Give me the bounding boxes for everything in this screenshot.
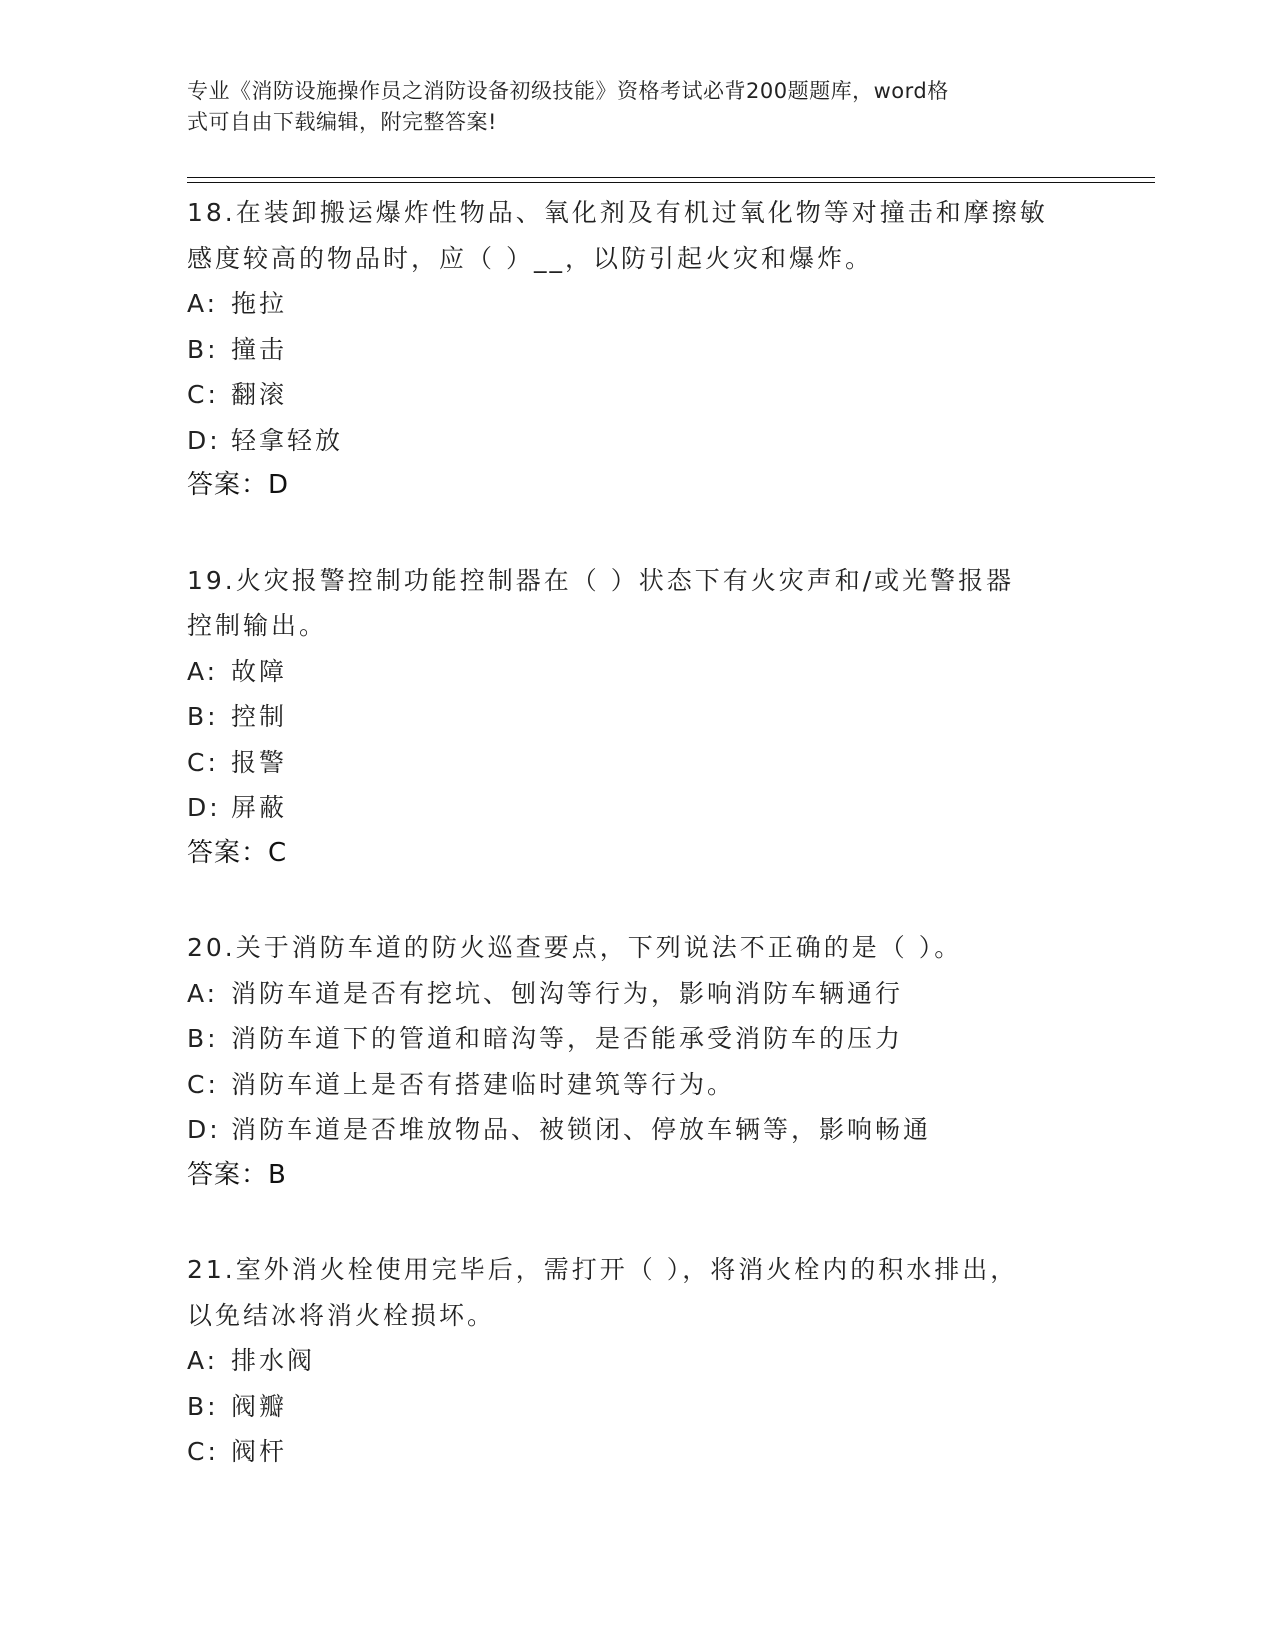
option-key: C: [187, 747, 219, 777]
option-b [187, 694, 1087, 740]
option-text: 消防车道是否堆放物品、被锁闭、停放车辆等，影响畅通 [231, 1115, 932, 1144]
option-text: 阀瓣 [231, 1391, 288, 1421]
option-text: 轻拿轻放 [231, 425, 344, 455]
option-key: A: [187, 1346, 219, 1375]
option-c [187, 1062, 1087, 1108]
option-a [187, 281, 1087, 327]
question-stem-line: 19.火灾报警控制功能控制器在（ ）状态下有火灾声和/或光警报器 [187, 565, 1015, 595]
option-key: A: [187, 656, 219, 686]
option-text: 排水阀 [231, 1346, 316, 1375]
option-b [187, 327, 1087, 373]
option-key: B: [187, 702, 219, 731]
option-text: 翻滚 [231, 380, 288, 409]
option-text: 控制 [231, 702, 288, 731]
option-key: A: [187, 289, 219, 318]
option-text: 阀杆 [231, 1437, 288, 1466]
option-key: A: [187, 978, 219, 1008]
option-key: D: [187, 793, 221, 822]
option-c [187, 1429, 1087, 1475]
option-key: D: [187, 425, 221, 455]
option-text: 报警 [231, 747, 288, 777]
question-stem-line: 21.室外消火栓使用完毕后，需打开（ ），将消火栓内的积水排出， [187, 1255, 1019, 1284]
header-line-2: 式可自由下载编辑，附完整答案! [187, 110, 497, 134]
header-rule-top [187, 177, 1155, 178]
header-line-1: 专业《消防设施操作员之消防设备初级技能》资格考试必背200题题库，word格 [187, 79, 949, 103]
question-stem-line: 18.在装卸搬运爆炸性物品、氧化剂及有机过氧化物等对撞击和摩擦敏 [187, 198, 1048, 227]
option-text: 故障 [231, 656, 288, 686]
option-key: C: [187, 1437, 219, 1466]
option-text: 撞击 [231, 334, 288, 364]
option-b [187, 1384, 1087, 1430]
option-c [187, 372, 1087, 418]
option-text: 消防车道是否有挖坑、刨沟等行为，影响消防车辆通行 [231, 978, 904, 1008]
answer-line: 答案：B [187, 1159, 287, 1190]
option-key: C: [187, 380, 219, 409]
question-stem-line: 20.关于消防车道的防火巡查要点，下列说法不正确的是（ ）。 [187, 933, 963, 962]
answer-line: 答案：C [187, 837, 288, 868]
option-d [187, 1107, 1087, 1153]
option-a [187, 649, 1087, 695]
option-key: C: [187, 1069, 219, 1099]
document-header [187, 76, 1067, 138]
question-21 [187, 1247, 1087, 1475]
option-text: 消防车道上是否有搭建临时建筑等行为。 [231, 1069, 736, 1099]
question-19 [187, 558, 1087, 877]
option-c [187, 740, 1087, 786]
question-stem-line: 控制输出。 [187, 611, 328, 640]
option-key: B: [187, 1024, 219, 1053]
option-key: B: [187, 1391, 219, 1421]
option-text: 屏蔽 [231, 793, 288, 822]
question-18 [187, 190, 1087, 509]
question-20 [187, 925, 1087, 1198]
option-d [187, 418, 1087, 464]
option-b [187, 1016, 1087, 1062]
option-a [187, 971, 1087, 1017]
question-stem-line: 以免结冰将消火栓损坏。 [187, 1300, 496, 1330]
option-d [187, 785, 1087, 831]
option-text: 拖拉 [231, 289, 288, 318]
answer-line: 答案：D [187, 470, 290, 500]
question-list [187, 190, 1087, 1524]
option-key: D: [187, 1115, 221, 1144]
option-key: B: [187, 334, 219, 364]
header-rule-bottom [187, 182, 1155, 183]
question-stem-line: 感度较高的物品时，应（ ）__，以防引起火灾和爆炸。 [187, 243, 873, 273]
option-text: 消防车道下的管道和暗沟等，是否能承受消防车的压力 [231, 1024, 904, 1053]
option-a [187, 1338, 1087, 1384]
